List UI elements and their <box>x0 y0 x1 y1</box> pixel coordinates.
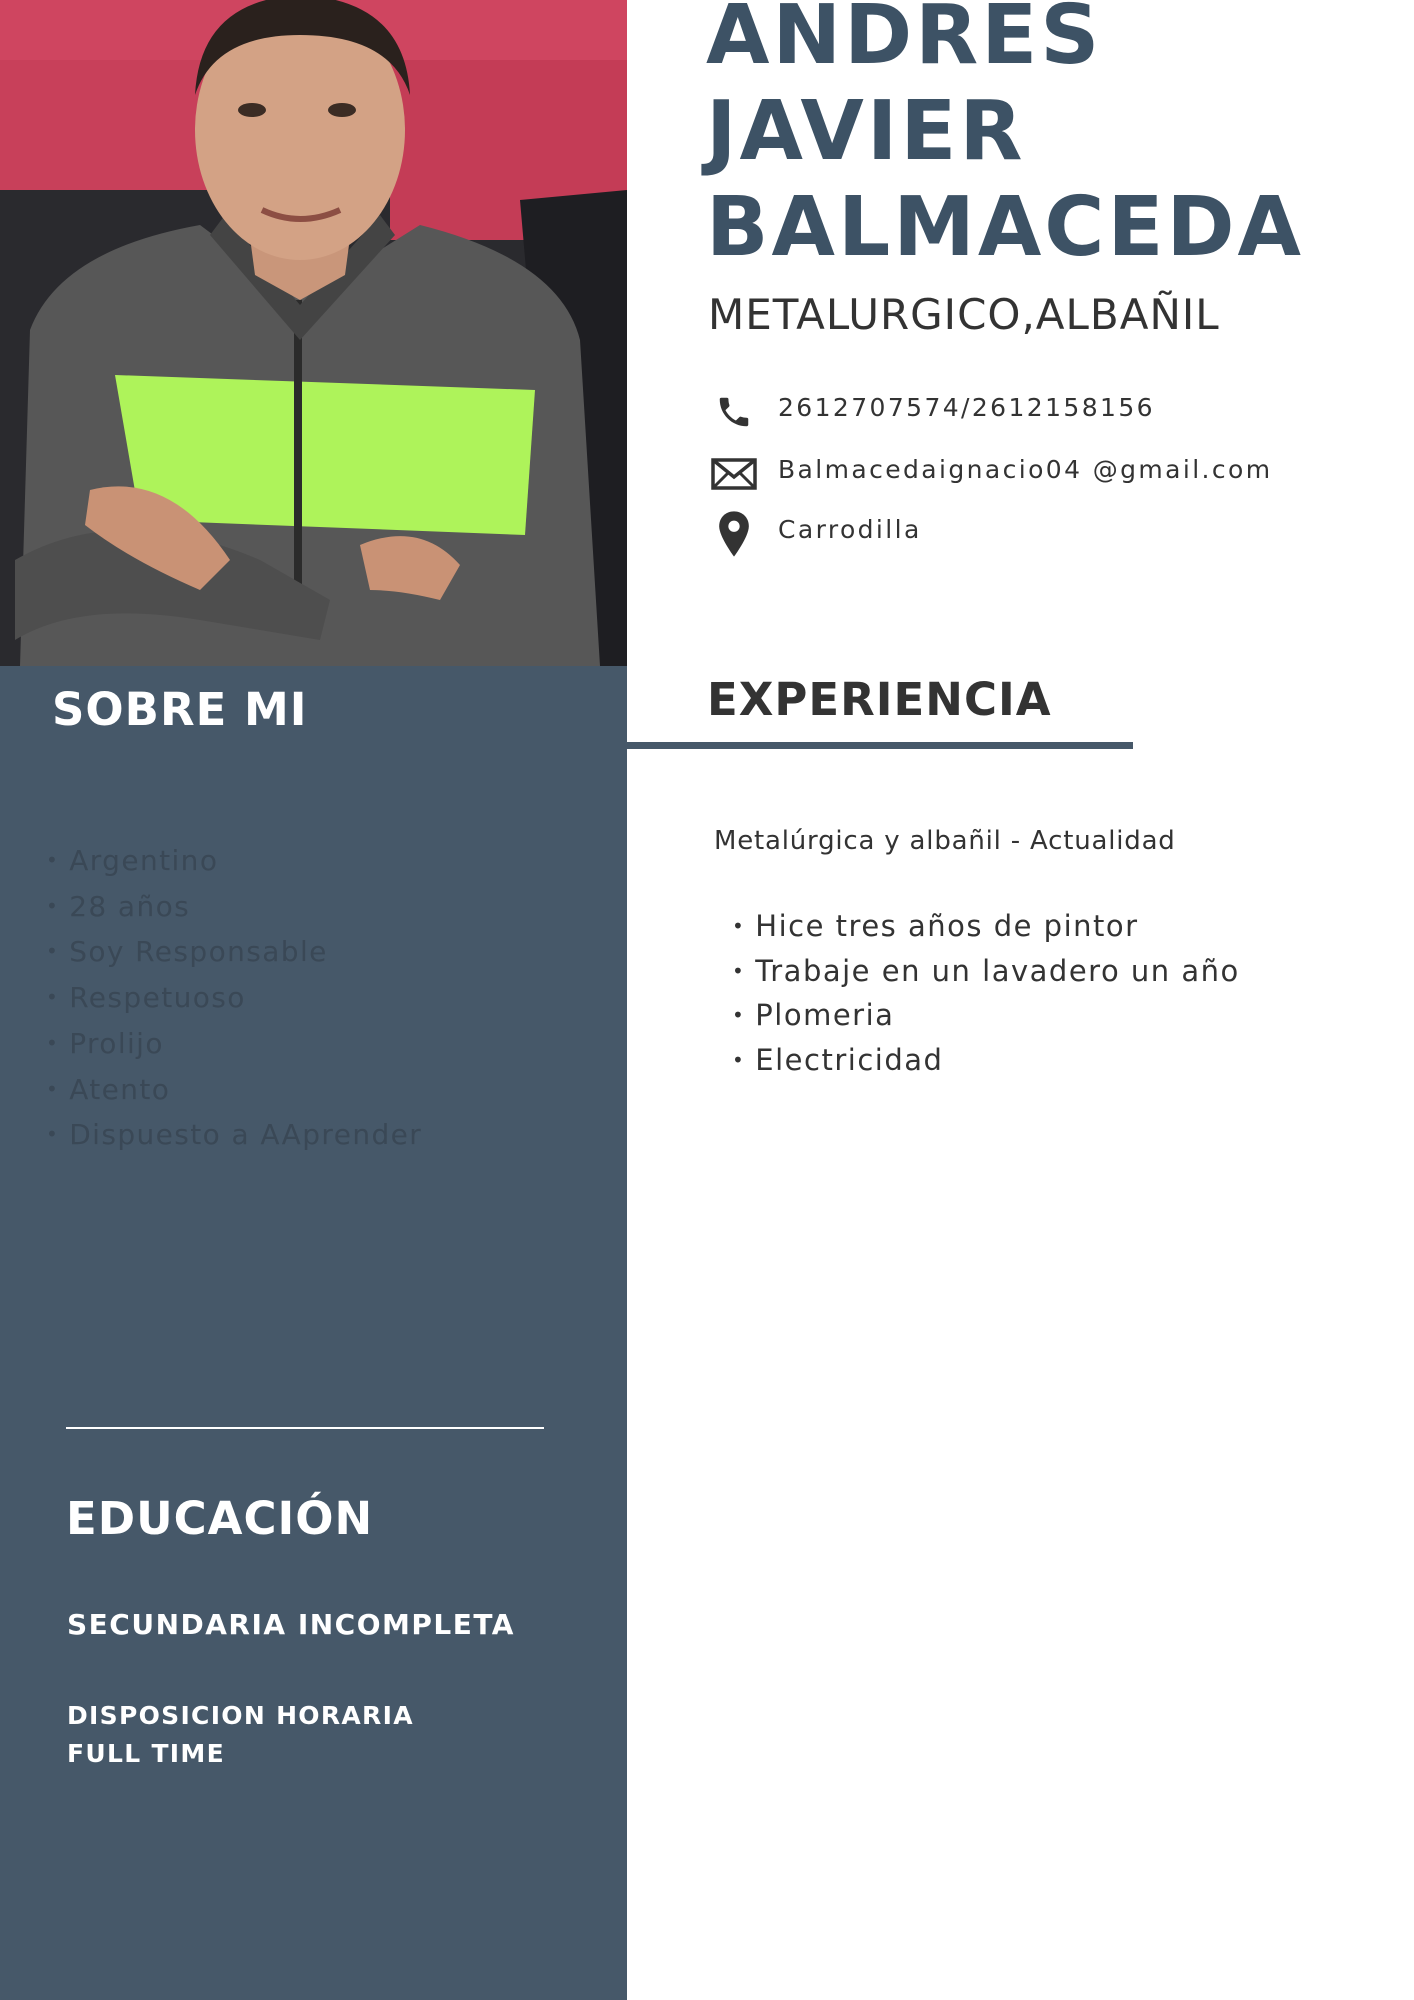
contact-email <box>710 450 1273 498</box>
profile-photo <box>0 0 627 666</box>
education-divider <box>66 1427 544 1429</box>
availability-line: DISPOSICION HORARIA <box>67 1701 414 1730</box>
name-line: JAVIER <box>706 84 1026 179</box>
list-item: • 28 años <box>46 884 422 930</box>
list-item: • Respetuoso <box>46 975 422 1021</box>
experience-underline <box>627 742 1133 749</box>
location-text: Carrodilla <box>778 515 922 544</box>
list-item: • Hice tres años de pintor <box>732 904 1240 949</box>
envelope-icon <box>710 450 758 498</box>
experience-role: Metalúrgica y albañil - Actualidad <box>714 826 1176 856</box>
availability-text <box>67 1697 414 1773</box>
contact-phone <box>710 388 1155 436</box>
phone-icon <box>710 388 758 436</box>
map-pin-icon <box>710 510 758 558</box>
list-item: • Soy Responsable <box>46 929 422 975</box>
education-degree: SECUNDARIA INCOMPLETA <box>67 1608 515 1641</box>
sobre-mi-list <box>46 838 422 1158</box>
phone-text: 2612707574/2612158156 <box>778 393 1155 422</box>
name-line: ANDRES <box>706 0 1103 83</box>
experience-list <box>732 904 1240 1083</box>
sobre-mi-heading: SOBRE MI <box>52 683 308 736</box>
experience-heading: EXPERIENCIA <box>707 673 1052 726</box>
availability-line: FULL TIME <box>67 1739 225 1768</box>
list-item: • Trabaje en un lavadero un año <box>732 949 1240 994</box>
name-line: BALMACEDA <box>706 180 1304 275</box>
profession-title: METALURGICO,ALBAÑIL <box>708 290 1220 339</box>
list-item: • Dispuesto a AAprender <box>46 1112 422 1158</box>
email-text: Balmacedaignacio04 @gmail.com <box>778 455 1273 484</box>
list-item: • Argentino <box>46 838 422 884</box>
contact-location <box>710 510 922 558</box>
list-item: • Prolijo <box>46 1021 422 1067</box>
list-item: • Plomeria <box>732 993 1240 1038</box>
sidebar <box>0 0 627 2000</box>
list-item: • Atento <box>46 1067 422 1113</box>
list-item: • Electricidad <box>732 1038 1240 1083</box>
full-name <box>706 0 1304 276</box>
education-heading: EDUCACIÓN <box>66 1492 374 1545</box>
